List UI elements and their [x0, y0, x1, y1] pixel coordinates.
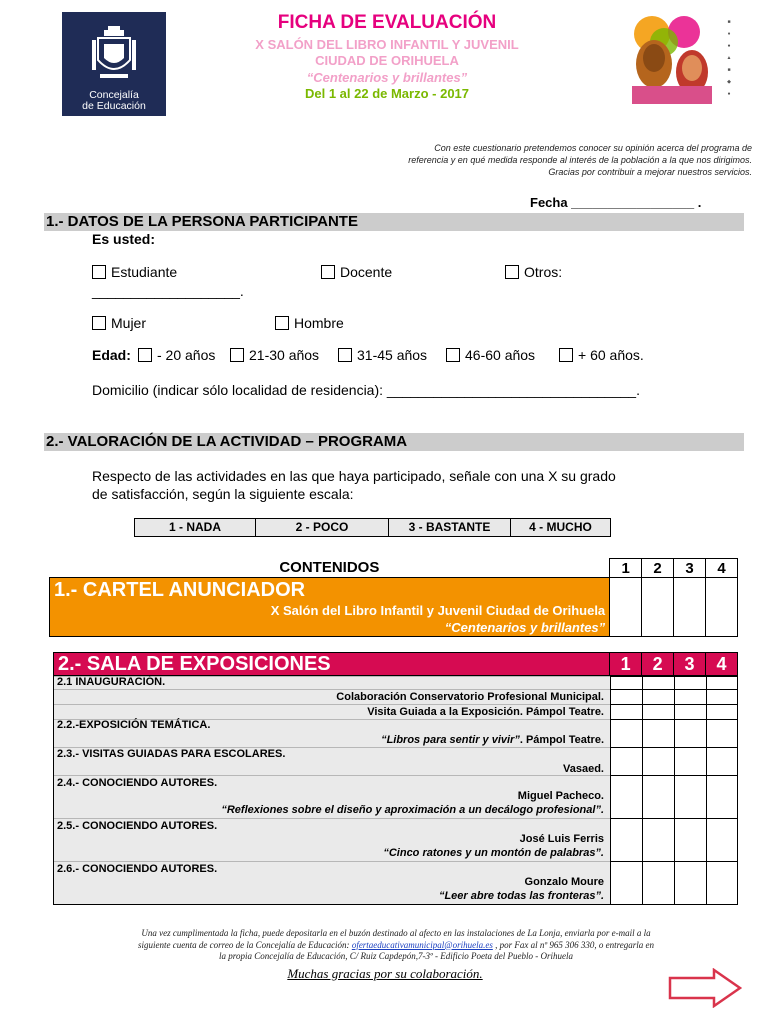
row-autores-2-heading: 2.5.- CONOCIENDO AUTORES. [57, 820, 218, 832]
row-autores-3-name: Gonzalo Moure [524, 876, 604, 888]
event-dates: Del 1 al 22 de Marzo - 2017 [304, 86, 470, 101]
footer-line-2a: siguiente cuenta de correo de la Concejalía de Educación: [137, 939, 352, 950]
footer-text [90, 928, 702, 963]
option-docente[interactable] [321, 264, 392, 280]
subtitle-ciudad: CIUDAD DE ORIHUELA [315, 53, 459, 68]
intro-text [330, 142, 752, 178]
row-inauguracion-heading: 2.1 INAUGURACIÓN. [57, 676, 166, 688]
footer-line-2 [90, 940, 702, 952]
edad-checkbox-5[interactable] [559, 348, 573, 362]
contenidos-header: CONTENIDOS [50, 559, 610, 578]
estudiante-label: Estudiante [111, 264, 178, 280]
edad-option-1[interactable] [138, 347, 215, 363]
exposicion-company: . Pámpol Teatre. [519, 734, 604, 746]
cartel-line-2: “Centenarios y brillantes” [444, 620, 606, 635]
page-title: FICHA DE EVALUACIÓN [277, 12, 497, 33]
row-autores-2-title: “Cinco ratones y un montón de palabras”. [383, 847, 604, 859]
scale-nada: 1 - NADA [135, 519, 255, 536]
poster-illustration [572, 12, 742, 104]
sala-col-2: 2 [642, 653, 674, 677]
edad-label-1: - 20 años [157, 347, 216, 363]
mujer-label: Mujer [111, 315, 147, 331]
col-4-header: 4 [706, 559, 738, 578]
intro-line-1: Con este cuestionario pretendemos conocer su opinión acerca del programa de [434, 143, 752, 153]
row-autores-2-name: José Luis Ferris [519, 833, 604, 845]
row-visitas-detail: Vasaed. [563, 763, 604, 775]
edad-checkbox-4[interactable] [446, 348, 460, 362]
estudiante-checkbox[interactable] [92, 265, 106, 279]
email-link[interactable]: ofertaeducativamunicipal@orihuela.es [351, 939, 493, 950]
row-conservatorio: Colaboración Conservatorio Profesional Municipal. [336, 691, 604, 703]
scale-mucho: 4 - MUCHO [510, 519, 610, 536]
subtitle-lema: “Centenarios y brillantes” [306, 70, 468, 85]
edad-option-3[interactable] [338, 347, 427, 363]
edad-checkbox-3[interactable] [338, 348, 352, 362]
edad-option-4[interactable] [446, 347, 535, 363]
option-hombre[interactable] [275, 315, 344, 331]
edad-checkbox-2[interactable] [230, 348, 244, 362]
row-autores-3-title: “Leer abre todas las fronteras”. [438, 890, 604, 902]
scale-bastante: 3 - BASTANTE [388, 519, 510, 536]
poster-side-icons: ■ ♦ ● ▲ ■ ◆ ● [726, 19, 732, 97]
option-otros[interactable] [505, 264, 562, 280]
col-1-header: 1 [610, 559, 642, 578]
cartel-rating-1[interactable] [610, 578, 642, 637]
footer-line-1: Una vez cumplimentada la ficha, puede depositarla en el buzón destinado al afecto en las instalaciones de La Lonja, enviarla por e-mail a la [141, 928, 651, 938]
table-sala-exposiciones [53, 652, 738, 677]
edad-checkbox-1[interactable] [138, 348, 152, 362]
section-2-header [44, 433, 744, 451]
hombre-label: Hombre [294, 315, 344, 331]
cartel-rating-2[interactable] [642, 578, 674, 637]
row-exposicion-heading: 2.2.-EXPOSICIÓN TEMÁTICA. [57, 719, 211, 731]
cartel-rating-4[interactable] [706, 578, 738, 637]
section-2-title: 2.- VALORACIÓN DE LA ACTIVIDAD – PROGRAMA [46, 433, 408, 450]
edad-label-5: + 60 años. [578, 347, 644, 363]
edad-option-5[interactable] [559, 347, 644, 363]
logo-line-2: de Educación [82, 100, 146, 112]
instructions-line-2: de satisfacción, según la siguiente escala: [92, 486, 354, 502]
sala-col-1: 1 [610, 653, 642, 677]
coat-of-arms-icon [90, 26, 138, 84]
hombre-checkbox[interactable] [275, 316, 289, 330]
sala-rows [53, 675, 738, 905]
row-autores-1-heading: 2.4.- CONOCIENDO AUTORES. [57, 777, 218, 789]
footer-line-2b: , por Fax al nº 965 306 330, o entregarla en [492, 939, 655, 950]
domicilio-field[interactable]: Domicilio (indicar sólo localidad de residencia): ________________________________. [92, 382, 640, 398]
col-3-header: 3 [674, 559, 706, 578]
cartel-title: 1.- CARTEL ANUNCIADOR [54, 579, 306, 601]
satisfaction-scale [134, 518, 611, 537]
row-visitas-heading: 2.3.- VISITAS GUIADAS PARA ESCOLARES. [57, 748, 286, 760]
cartel-rating-3[interactable] [674, 578, 706, 637]
col-2-header: 2 [642, 559, 674, 578]
docente-label: Docente [340, 264, 393, 280]
scale-poco: 2 - POCO [255, 519, 388, 536]
cartel-line-1: X Salón del Libro Infantil y Juvenil Ciudad de Orihuela [270, 603, 606, 618]
exposicion-title: “Libros para sentir y vivir” [381, 734, 520, 746]
section-1-title: 1.- DATOS DE LA PERSONA PARTICIPANTE [46, 213, 358, 230]
thanks-message: Muchas gracias por su colaboración. [287, 966, 483, 981]
row-autores-3-heading: 2.6.- CONOCIENDO AUTORES. [57, 863, 218, 875]
subtitle-salon: X SALÓN DEL LIBRO INFANTIL Y JUVENIL [255, 37, 519, 52]
next-page-arrow-icon[interactable] [668, 968, 742, 1008]
instructions-line-1: Respecto de las actividades en las que haya participado, señale con una X su grado [92, 468, 616, 484]
fecha-field[interactable]: Fecha _________________ . [530, 195, 702, 210]
section-1-header [44, 213, 744, 231]
option-mujer[interactable] [92, 315, 146, 331]
row-autores-1-name: Miguel Pacheco. [517, 790, 604, 802]
row-autores-1-title: “Reflexiones sobre el diseño y aproximación a un decálogo profesional”. [221, 804, 604, 816]
edad-label-3: 31-45 años [357, 347, 428, 363]
intro-line-2: referencia y en qué medida responde al interés de la población a la que nos dirigimos. [408, 155, 752, 165]
row-exposicion-detail [53, 733, 604, 747]
sala-col-4: 4 [706, 653, 738, 677]
otros-checkbox[interactable] [505, 265, 519, 279]
edad-option-2[interactable] [230, 347, 319, 363]
event-poster [572, 12, 742, 104]
edad-label-2: 21-30 años [249, 347, 320, 363]
edad-label: Edad: [92, 347, 131, 363]
otros-label: Otros: [524, 264, 563, 280]
option-estudiante[interactable] [92, 264, 177, 280]
sala-title: 2.- SALA DE EXPOSICIONES [54, 653, 610, 677]
edad-label-4: 46-60 años [465, 347, 536, 363]
docente-checkbox[interactable] [321, 265, 335, 279]
es-usted-label: Es usted: [92, 231, 156, 247]
cartel-cell [50, 578, 610, 637]
mujer-checkbox[interactable] [92, 316, 106, 330]
logo-line-1: Concejalía [89, 89, 139, 101]
sala-col-3: 3 [674, 653, 706, 677]
intro-line-3: Gracias por contribuir a mejorar nuestros servicios. [548, 167, 752, 177]
row-visita-guiada: Visita Guiada a la Exposición. Pámpol Teatre. [367, 706, 604, 718]
otros-field[interactable]: ___________________. [92, 283, 244, 299]
footer-line-3: la propia Concejalía de Educación, C/ Ruiz Capdepón,7-3º - Edificio Poeta del Pueblo - Orihuela [219, 951, 573, 961]
table-cartel [49, 558, 738, 637]
concejalia-logo [62, 12, 166, 116]
